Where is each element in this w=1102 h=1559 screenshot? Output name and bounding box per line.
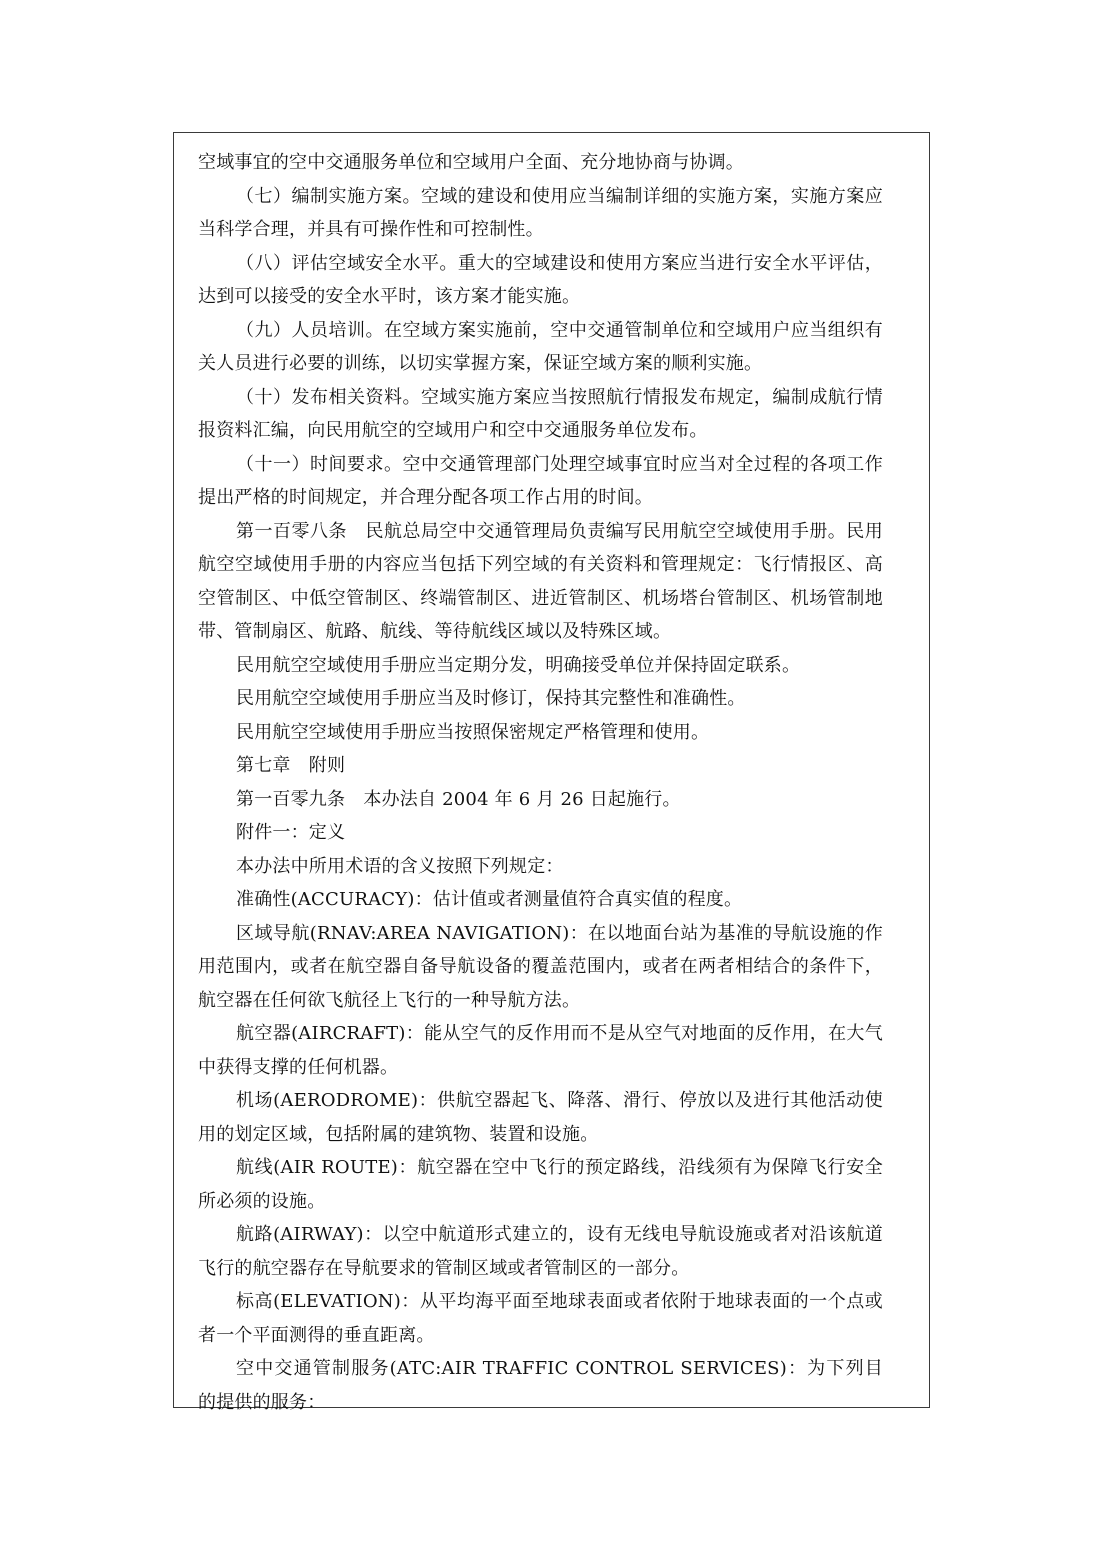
- paragraph-item-7: （七）编制实施方案。空域的建设和使用应当编制详细的实施方案，实施方案应当科学合理，并具有可操作性和可控制性。: [198, 185, 883, 240]
- definitions-intro: 本办法中所用术语的含义按照下列规定：: [236, 855, 564, 877]
- appendix-1-heading: 附件一：定义: [236, 822, 346, 843]
- definition-rnav: 区域导航(RNAV:AREA NAVIGATION)：在以地面台站为基准的导航设施的作用范围内，或者在航空器自备导航设备的覆盖范围内，或者在两者相结合的条件下，航空器在任何欲飞航径上飞行的一种导航方法。: [198, 922, 883, 1011]
- definition-accuracy: 准确性(ACCURACY)：估计值或者测量值符合真实值的程度。: [236, 889, 743, 910]
- definition-air-route: 航线(AIR ROUTE)：航空器在空中飞行的预定路线，沿线须有为保障飞行安全所必须的设施。: [198, 1157, 883, 1212]
- paragraph-item-9: （九）人员培训。在空域方案实施前，空中交通管制单位和空域用户应当组织有关人员进行必要的训练，以切实掌握方案，保证空域方案的顺利实施。: [198, 319, 883, 374]
- chapter-7-heading: 第七章 附则: [236, 755, 346, 776]
- paragraph-continuation: 空域事宜的空中交通服务单位和空域用户全面、充分地协商与协调。: [198, 152, 744, 173]
- paragraph-item-10: （十）发布相关资料。空域实施方案应当按照航行情报发布规定，编制成航行情报资料汇编，向民用航空的空域用户和空中交通服务单位发布。: [198, 386, 883, 441]
- definition-aerodrome: 机场(AERODROME)：供航空器起飞、降落、滑行、停放以及进行其他活动使用的划定区域，包括附属的建筑物、装置和设施。: [198, 1090, 883, 1145]
- manual-revision-paragraph: 民用航空空域使用手册应当及时修订，保持其完整性和准确性。: [236, 688, 746, 709]
- definition-atc-services: 空中交通管制服务(ATC:AIR TRAFFIC CONTROL SERVICES)：为下列目的提供的服务：: [198, 1358, 883, 1413]
- article-108: 第一百零八条 民航总局空中交通管理局负责编写民用航空空域使用手册。民用航空空域使用手册的内容应当包括下列空域的有关资料和管理规定：飞行情报区、高空管制区、中低空管制区、终端管制区、进近管制区、机场塔台管制区、机场管制地带、管制扇区、航路、航线、等待航线区域以及特殊区域。: [198, 520, 883, 642]
- paragraph-item-8: （八）评估空域安全水平。重大的空域建设和使用方案应当进行安全水平评估，达到可以接受的安全水平时，该方案才能实施。: [198, 252, 883, 307]
- definition-airway: 航路(AIRWAY)：以空中航道形式建立的，设有无线电导航设施或者对沿该航道飞行的航空器存在导航要求的管制区域或者管制区的一部分。: [198, 1224, 883, 1279]
- document-body: [198, 146, 883, 1419]
- definition-elevation: 标高(ELEVATION)：从平均海平面至地球表面或者依附于地球表面的一个点或者一个平面测得的垂直距离。: [198, 1291, 883, 1346]
- article-109: 第一百零九条 本办法自 2004 年 6 月 26 日起施行。: [236, 788, 681, 810]
- document-frame: [173, 132, 930, 1413]
- manual-distribution-paragraph: 民用航空空域使用手册应当定期分发，明确接受单位并保持固定联系。: [236, 654, 801, 676]
- definition-aircraft: 航空器(AIRCRAFT)：能从空气的反作用而不是从空气对地面的反作用，在大气中获得支撑的任何机器。: [198, 1023, 883, 1078]
- manual-confidentiality-paragraph: 民用航空空域使用手册应当按照保密规定严格管理和使用。: [236, 721, 710, 743]
- paragraph-item-11: （十一）时间要求。空中交通管理部门处理空域事宜时应当对全过程的各项工作提出严格的时间规定，并合理分配各项工作占用的时间。: [198, 453, 883, 508]
